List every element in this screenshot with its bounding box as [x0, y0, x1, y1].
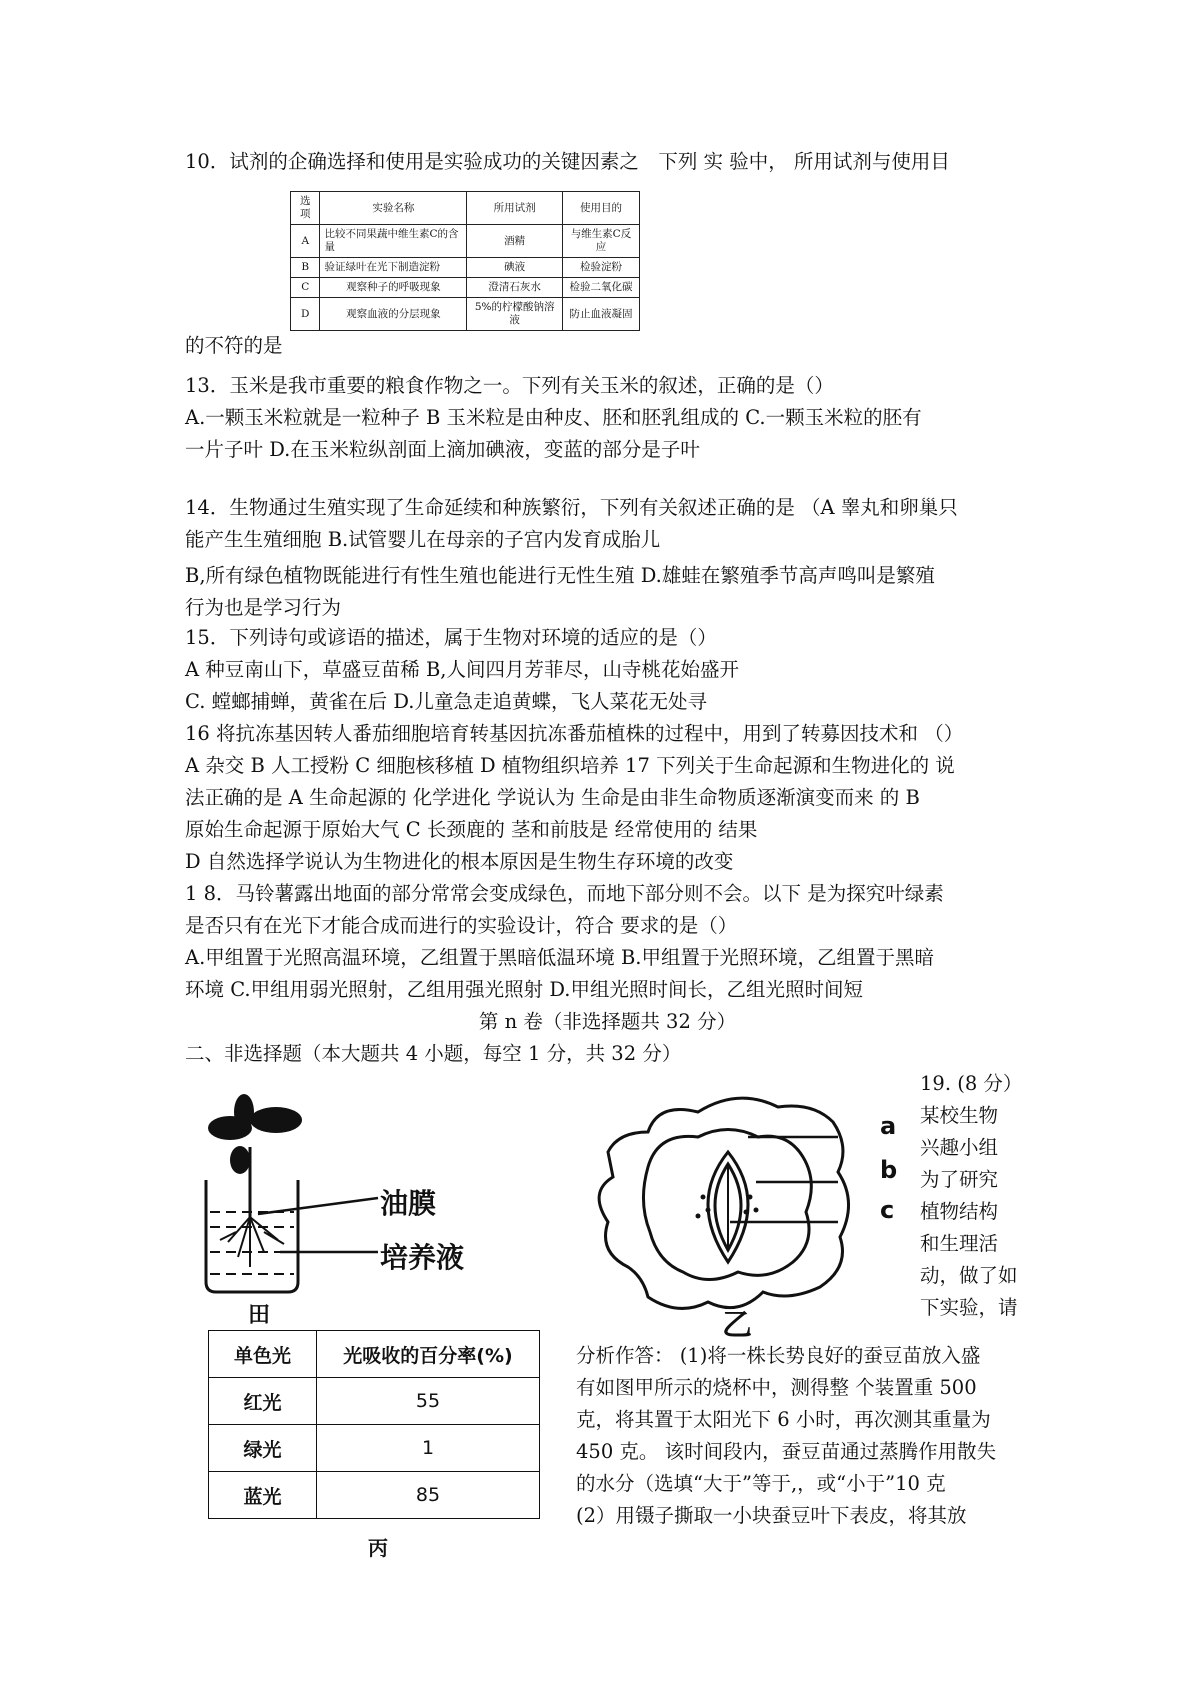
q14-line3: B,所有绿色植物既能进行有性生殖也能进行无性生殖 D.雄蛙在繁殖季节高声鸣叫是繁殖 — [185, 564, 935, 587]
q15-line1: 15．下列诗句或谚语的描述，属于生物对环境的适应的是（） — [185, 626, 717, 649]
q19-side-column — [920, 1068, 1023, 1324]
q15-line3: C. 螳螂捕蝉，黄雀在后 D.儿童急走追黄蝶，飞人菜花无处寻 — [185, 690, 707, 713]
q19-body-5: 的水分（选填“大于”等于,，或“小于”10 克 — [576, 1472, 946, 1495]
table-cell: 1 — [317, 1425, 540, 1472]
culture-liquid-label: 培养液 — [380, 1241, 465, 1274]
q19-body-1: 分析作答： (1)将一株长势良好的蚕豆苗放入盛 — [576, 1344, 981, 1367]
q19-side-line: 植物结构 — [920, 1200, 999, 1223]
q17-line2: 原始生命起源于原始大气 C 长颈鹿的 茎和前肢是 经常使用的 结果 — [185, 818, 758, 841]
q16-line2: A 杂交 B 人工授粉 C 细胞核移植 D 植物组织培养 17 下列关于生命起源和生物进化的 说 — [185, 754, 955, 777]
q19-body-6: (2）用镊子撕取一小块蚕豆叶下表皮，将其放 — [576, 1504, 967, 1527]
table-cell: 红光 — [209, 1378, 317, 1425]
table-header: 实验名称 — [320, 192, 467, 225]
table-cell: 酒精 — [467, 225, 563, 258]
q19-body-3: 克，将其置于太阳光下 6 小时，再次测其重量为 — [576, 1408, 991, 1431]
table-header: 选项 — [291, 192, 320, 225]
q19-side-line: 动，做了如 — [920, 1264, 1018, 1287]
oil-film-label: 油膜 — [380, 1187, 437, 1220]
table-cell: 5%的柠檬酸钠溶液 — [467, 298, 563, 331]
table-header-row — [209, 1331, 540, 1378]
q13-options-2: 一片子叶 D.在玉米粒纵剖面上滴加碘液，变蓝的部分是子叶 — [185, 438, 700, 461]
q10-options-table — [290, 191, 640, 331]
q18-line3: A.甲组置于光照高温环境，乙组置于黑暗低温环境 B.甲组置于光照环境，乙组置于黑暗 — [185, 946, 935, 969]
q19-body-2: 有如图甲所示的烧杯中，测得整 个装置重 500 — [576, 1376, 977, 1399]
plant-beaker-figure — [188, 1092, 488, 1322]
table-cell: 检验淀粉 — [562, 258, 639, 278]
table-row — [209, 1378, 540, 1425]
q13-stem: 13．玉米是我市重要的粮食作物之一。下列有关玉米的叙述，正确的是（） — [185, 374, 834, 397]
table-row — [209, 1425, 540, 1472]
table-header: 使用目的 — [562, 192, 639, 225]
q14-line1: 14．生物通过生殖实现了生命延续和种族繁衍，下列有关叙述正确的是 （A 睾丸和卵巢只 — [185, 496, 958, 519]
q19-side-line: 兴趣小组 — [920, 1136, 999, 1159]
q14-line4: 行为也是学习行为 — [185, 596, 342, 619]
table-header: 所用试剂 — [467, 192, 563, 225]
q19-side-line: 某校生物 — [920, 1104, 999, 1127]
q18-line1: 1 8．马铃薯露出地面的部分常常会变成绿色，而地下部分则不会。以下 是为探究叶绿素 — [185, 882, 944, 905]
table-row — [291, 258, 640, 278]
q19-side-line: 为了研究 — [920, 1168, 999, 1191]
q16-line1: 16 将抗冻基因转人番茄细胞培育转基因抗冻番茄植株的过程中，用到了转募因技术和 （） — [185, 722, 964, 745]
q17-line1: 法正确的是 A 生命起源的 化学进化 学说认为 生命是由非生命物质逐渐演变而来 的 B — [185, 786, 920, 809]
table-cell: 绿光 — [209, 1425, 317, 1472]
q15-line2: A 种豆南山下，草盛豆苗稀 B,人间四月芳菲尽，山寺桃花始盛开 — [185, 658, 740, 681]
table-header-row — [291, 192, 640, 225]
q19-side-line: 19. (8 分） — [920, 1072, 1023, 1095]
table-cell: 与维生素C反应 — [562, 225, 639, 258]
light-absorption-table — [208, 1330, 540, 1519]
table-cell: A — [291, 225, 320, 258]
table-cell: B — [291, 258, 320, 278]
table-cell: 观察血液的分层现象 — [320, 298, 467, 331]
figure-jia-caption: 田 — [248, 1303, 271, 1328]
table-cell: 检验二氧化碳 — [562, 278, 639, 298]
q17-line3: D 自然选择学说认为生物进化的根本原因是生物生存环境的改变 — [185, 850, 734, 873]
table-cell: 碘液 — [467, 258, 563, 278]
table-row — [209, 1472, 540, 1519]
figure-yi-caption: 乙 — [722, 1308, 752, 1343]
q10-line1: 10．试剂的企确选择和使用是实验成功的关键因素之 下列 实 验中， 所用试剂与使用目 — [185, 150, 950, 173]
table-header: 单色光 — [209, 1331, 317, 1378]
table-cell: 比较不同果蔬中维生素C的含量 — [320, 225, 467, 258]
table-row — [291, 278, 640, 298]
table-cell: 澄清石灰水 — [467, 278, 563, 298]
table-cell: 蓝光 — [209, 1472, 317, 1519]
table-cell: D — [291, 298, 320, 331]
table-cell: C — [291, 278, 320, 298]
label-b: b — [880, 1156, 898, 1184]
q13-options-1: A.一颗玉米粒就是一粒种子 B 玉米粒是由种皮、胚和胚乳组成的 C.一颗玉米粒的胚有 — [185, 406, 922, 429]
label-a: a — [880, 1112, 897, 1140]
volume-title: 第 n 卷（非选择题共 32 分） — [478, 1010, 737, 1033]
q14-line2: 能产生生殖细胞 B.试管婴儿在母亲的子宫内发育成胎儿 — [185, 528, 661, 551]
q10-tail: 的不符的是 — [185, 334, 283, 357]
table-row — [291, 225, 640, 258]
label-c: c — [880, 1196, 895, 1224]
part2-title: 二、非选择题（本大题共 4 小题，每空 1 分，共 32 分） — [185, 1042, 682, 1065]
table-header: 光吸收的百分率(%) — [317, 1331, 540, 1378]
table-cell: 防止血液凝固 — [562, 298, 639, 331]
table-row — [291, 298, 640, 331]
q18-line4: 环境 C.甲组用弱光照射，乙组用强光照射 D.甲组光照时间长，乙组光照时间短 — [185, 978, 863, 1001]
q19-body-4: 450 克。 该时间段内，蚕豆苗通过蒸腾作用散失 — [576, 1440, 997, 1463]
table-cell: 观察种子的呼吸现象 — [320, 278, 467, 298]
table-cell: 验证绿叶在光下制造淀粉 — [320, 258, 467, 278]
q19-side-line: 和生理活 — [920, 1232, 999, 1255]
q19-side-line: 下实验，请 — [920, 1296, 1018, 1319]
stoma-figure — [588, 1092, 908, 1332]
q18-line2: 是否只有在光下才能合成而进行的实验设计，符合 要求的是（） — [185, 914, 738, 937]
figure-bing-caption: 丙 — [368, 1536, 388, 1560]
table-cell: 55 — [317, 1378, 540, 1425]
table-cell: 85 — [317, 1472, 540, 1519]
